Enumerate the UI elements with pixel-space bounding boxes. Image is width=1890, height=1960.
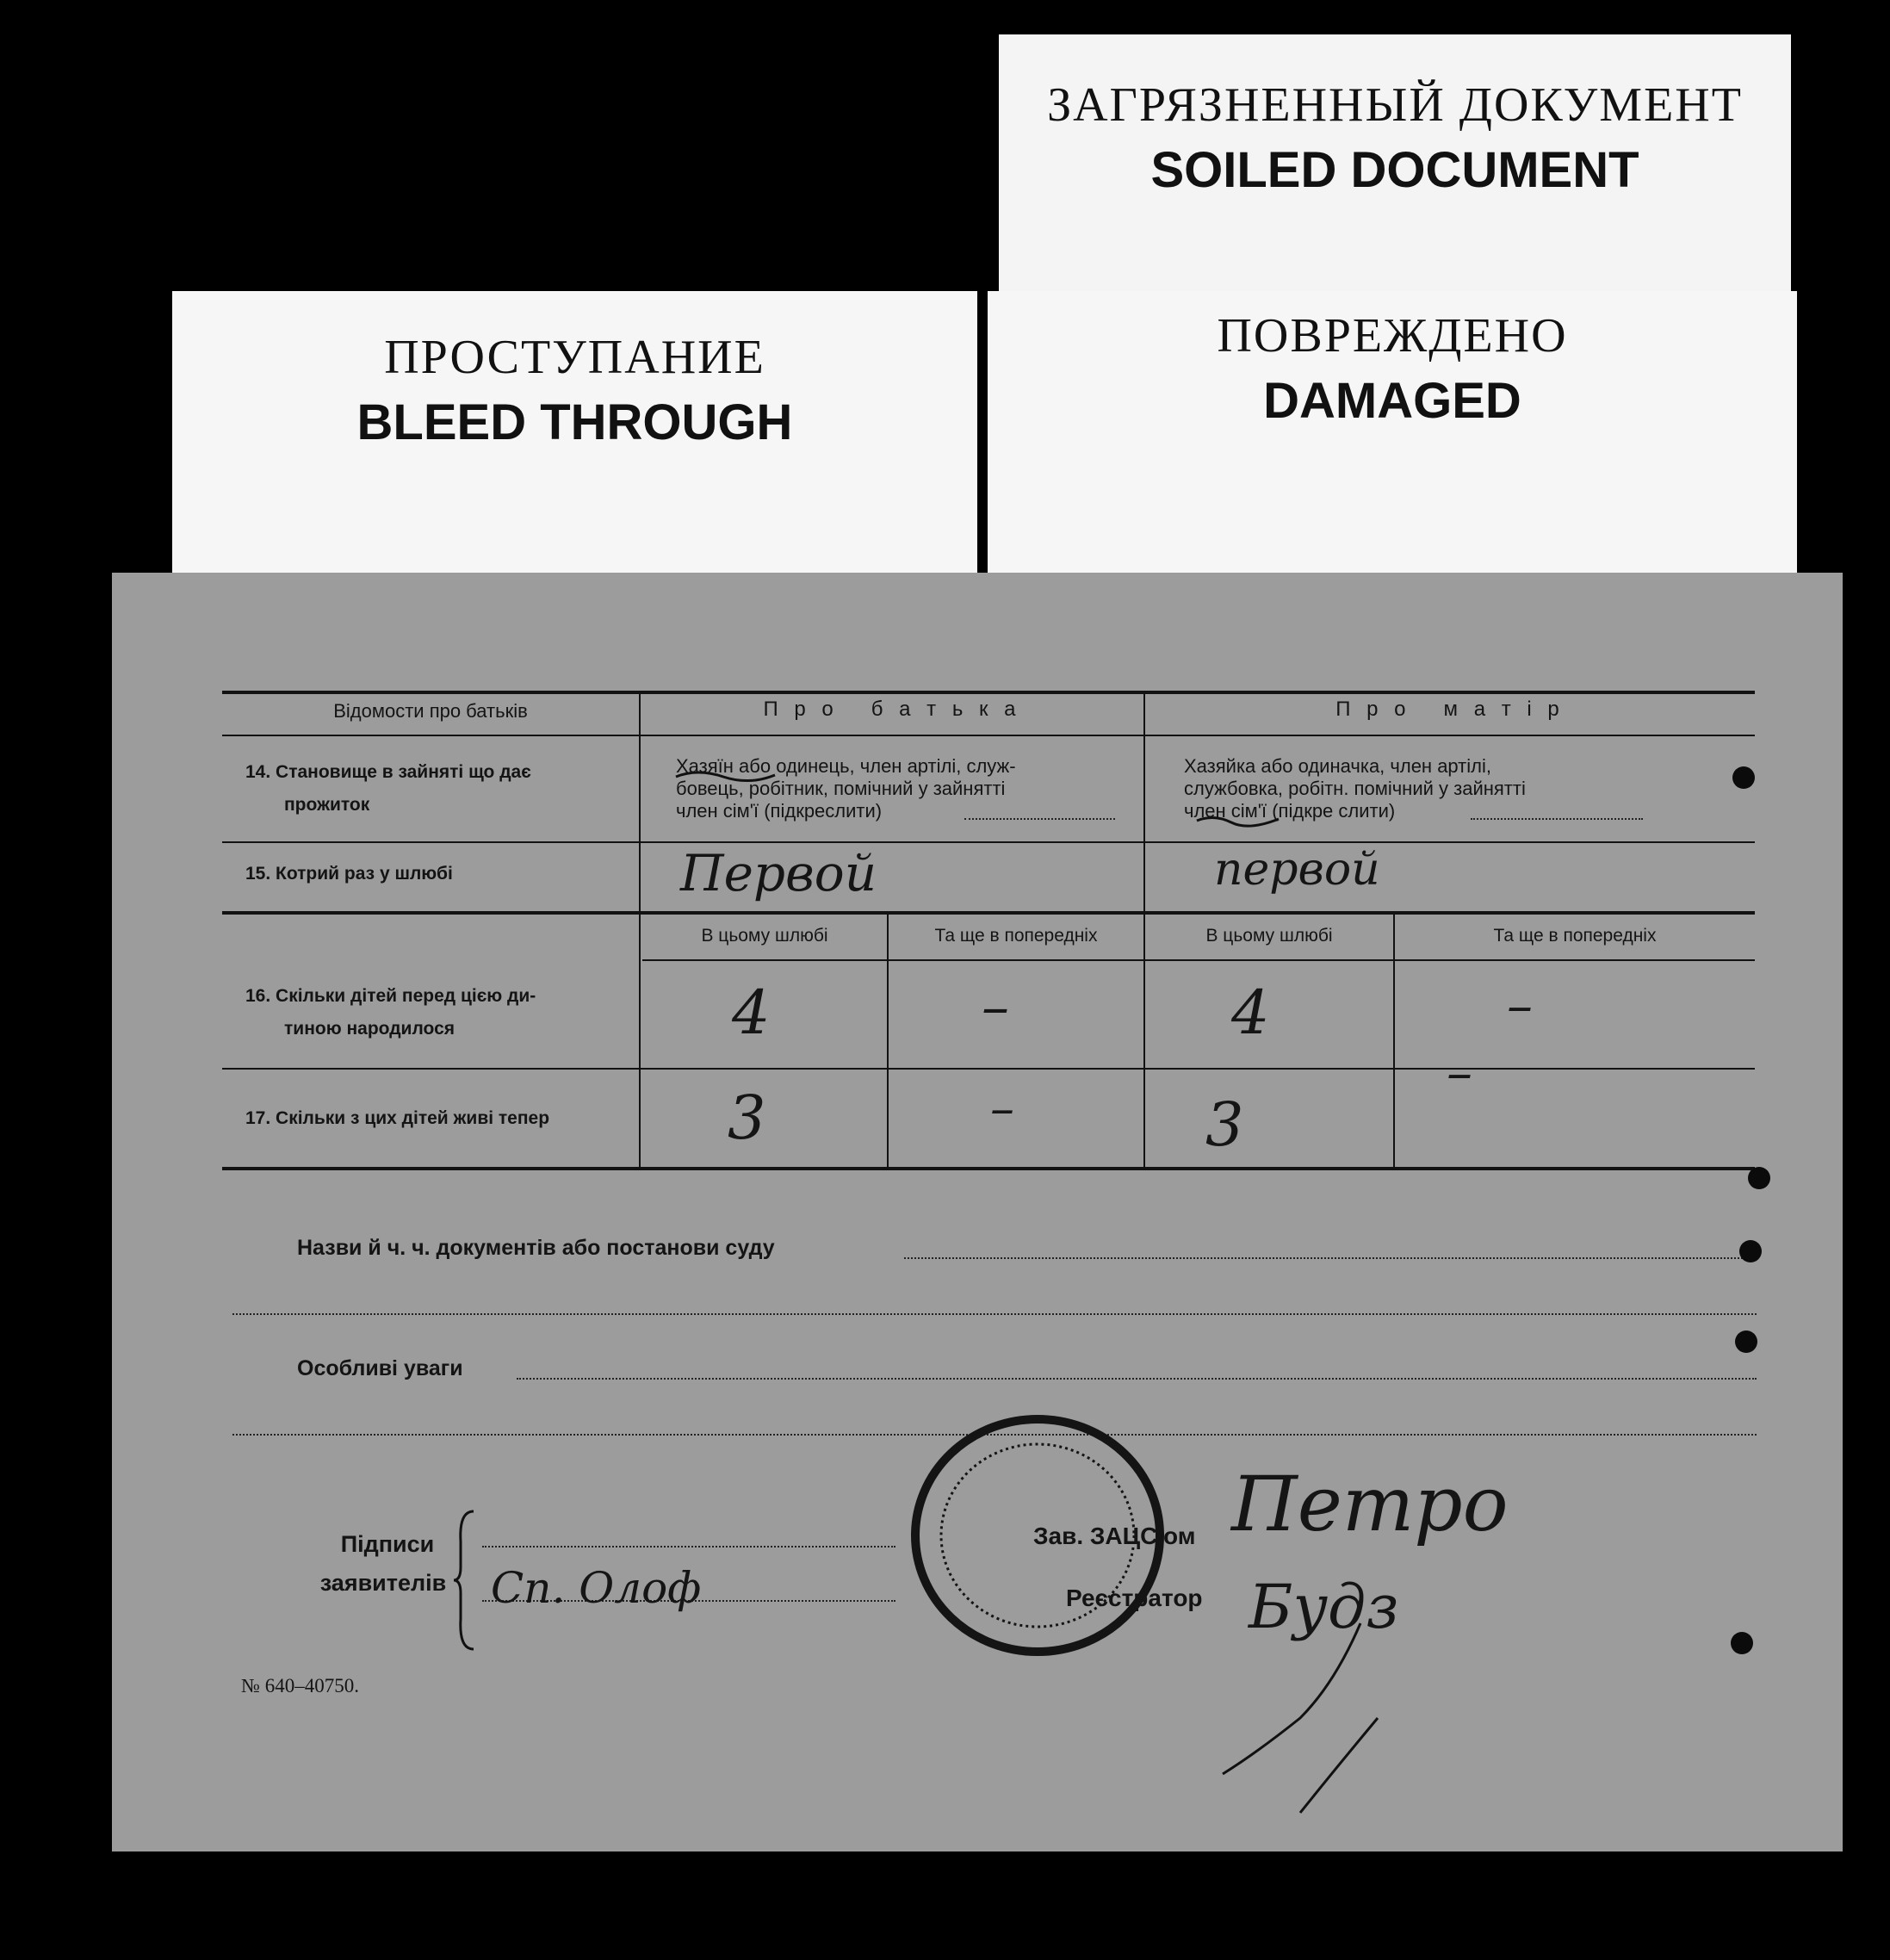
signatures-label-cont: заявителів [319, 1570, 447, 1596]
soiled-en-label: SOILED DOCUMENT [1150, 142, 1639, 198]
punch-hole [1732, 766, 1755, 789]
row14-label: 14. Становище в зайняті що дає [245, 762, 531, 782]
punch-hole [1735, 1330, 1757, 1353]
row14-mother-line3: член сім'ї (підкре слити) [1184, 800, 1396, 822]
form-number: № 640–40750. [241, 1675, 359, 1696]
row16-mother-prev: – [1507, 976, 1533, 1036]
bleed-en-label: BLEED THROUGH [356, 394, 793, 450]
father-underline-mark [672, 766, 801, 784]
head-signature: Петро [1231, 1460, 1509, 1548]
row14-father-line1: Хазяїн або одинець, член артілі, служ- [676, 755, 1016, 777]
bleed-through-card [172, 291, 977, 584]
applicant-signature: Сп. Олоф [491, 1563, 702, 1613]
row17-mother-this: 3 [1205, 1089, 1244, 1160]
row15-father-value: Первой [680, 844, 877, 902]
subheader-mother-previous: Та ще в попередніх [1493, 926, 1657, 946]
damaged-ru-label: ПОВРЕЖДЕНО [1217, 309, 1568, 363]
row17-mother-prev: – [1447, 1043, 1472, 1103]
header-parents-info: Відомости про батьків [333, 700, 528, 722]
row14-father-line2: бовець, робітник, помічний у зайнятті [676, 778, 1006, 799]
row16-father-this: 4 [732, 977, 771, 1048]
documents-label: Назви й ч. ч. документів або постанови суду [297, 1236, 775, 1260]
row14-label-cont: прожиток [284, 795, 370, 815]
punch-hole [1748, 1167, 1770, 1189]
registrar-label: Реєстратор [1066, 1585, 1203, 1611]
subheader-father-this: В цьому шлюбі [701, 926, 828, 946]
row17-father-this: 3 [728, 1082, 766, 1153]
row15-label: 15. Котрий раз у шлюбі [245, 864, 453, 884]
row17-father-prev: – [990, 1081, 1014, 1137]
row15-mother-value: первой [1214, 844, 1380, 896]
header-mother: П р о м а т і р [1335, 698, 1565, 721]
punch-hole [1731, 1632, 1753, 1654]
soiled-ru-label: ЗАГРЯЗНЕННЫЙ ДОКУМЕНТ [1047, 78, 1743, 132]
damaged-en-label: DAMAGED [1263, 373, 1521, 429]
row16-father-prev: – [982, 976, 1009, 1039]
head-label: Зав. ЗАЦС'ом [1033, 1523, 1196, 1549]
registrar-signature: Будз [1249, 1572, 1399, 1642]
subheader-father-previous: Та ще в попередніх [934, 926, 1098, 946]
row14-mother-line1: Хазяйка або одиначка, член артілі, [1184, 755, 1491, 777]
punch-hole [1739, 1240, 1762, 1262]
signatures-label: Підписи [340, 1531, 435, 1557]
row16-label-cont: тиною народилося [284, 1019, 455, 1039]
soiled-document-card [999, 34, 1791, 310]
row16-label: 16. Скільки дітей перед цією ди- [245, 986, 536, 1006]
remarks-label: Особливі уваги [297, 1356, 463, 1380]
header-father: П р о б а т ь к а [763, 698, 1021, 721]
brace [452, 1507, 478, 1653]
row16-mother-this: 4 [1231, 977, 1270, 1048]
registrar-signature-flourish [1205, 1606, 1429, 1821]
row17-label: 17. Скільки з цих дітей живі тепер [245, 1108, 550, 1128]
bleed-ru-label: ПРОСТУПАНИЕ [384, 331, 765, 384]
row14-mother-line2: службовка, робітн. помічний у зайнятті [1184, 778, 1526, 799]
row14-father-line3: член сім'ї (підкреслити) [676, 800, 883, 822]
mother-underline-mark [1193, 812, 1296, 829]
subheader-mother-this: В цьому шлюбі [1205, 926, 1333, 946]
damaged-card [988, 291, 1797, 584]
form-sheet [112, 573, 1843, 1851]
